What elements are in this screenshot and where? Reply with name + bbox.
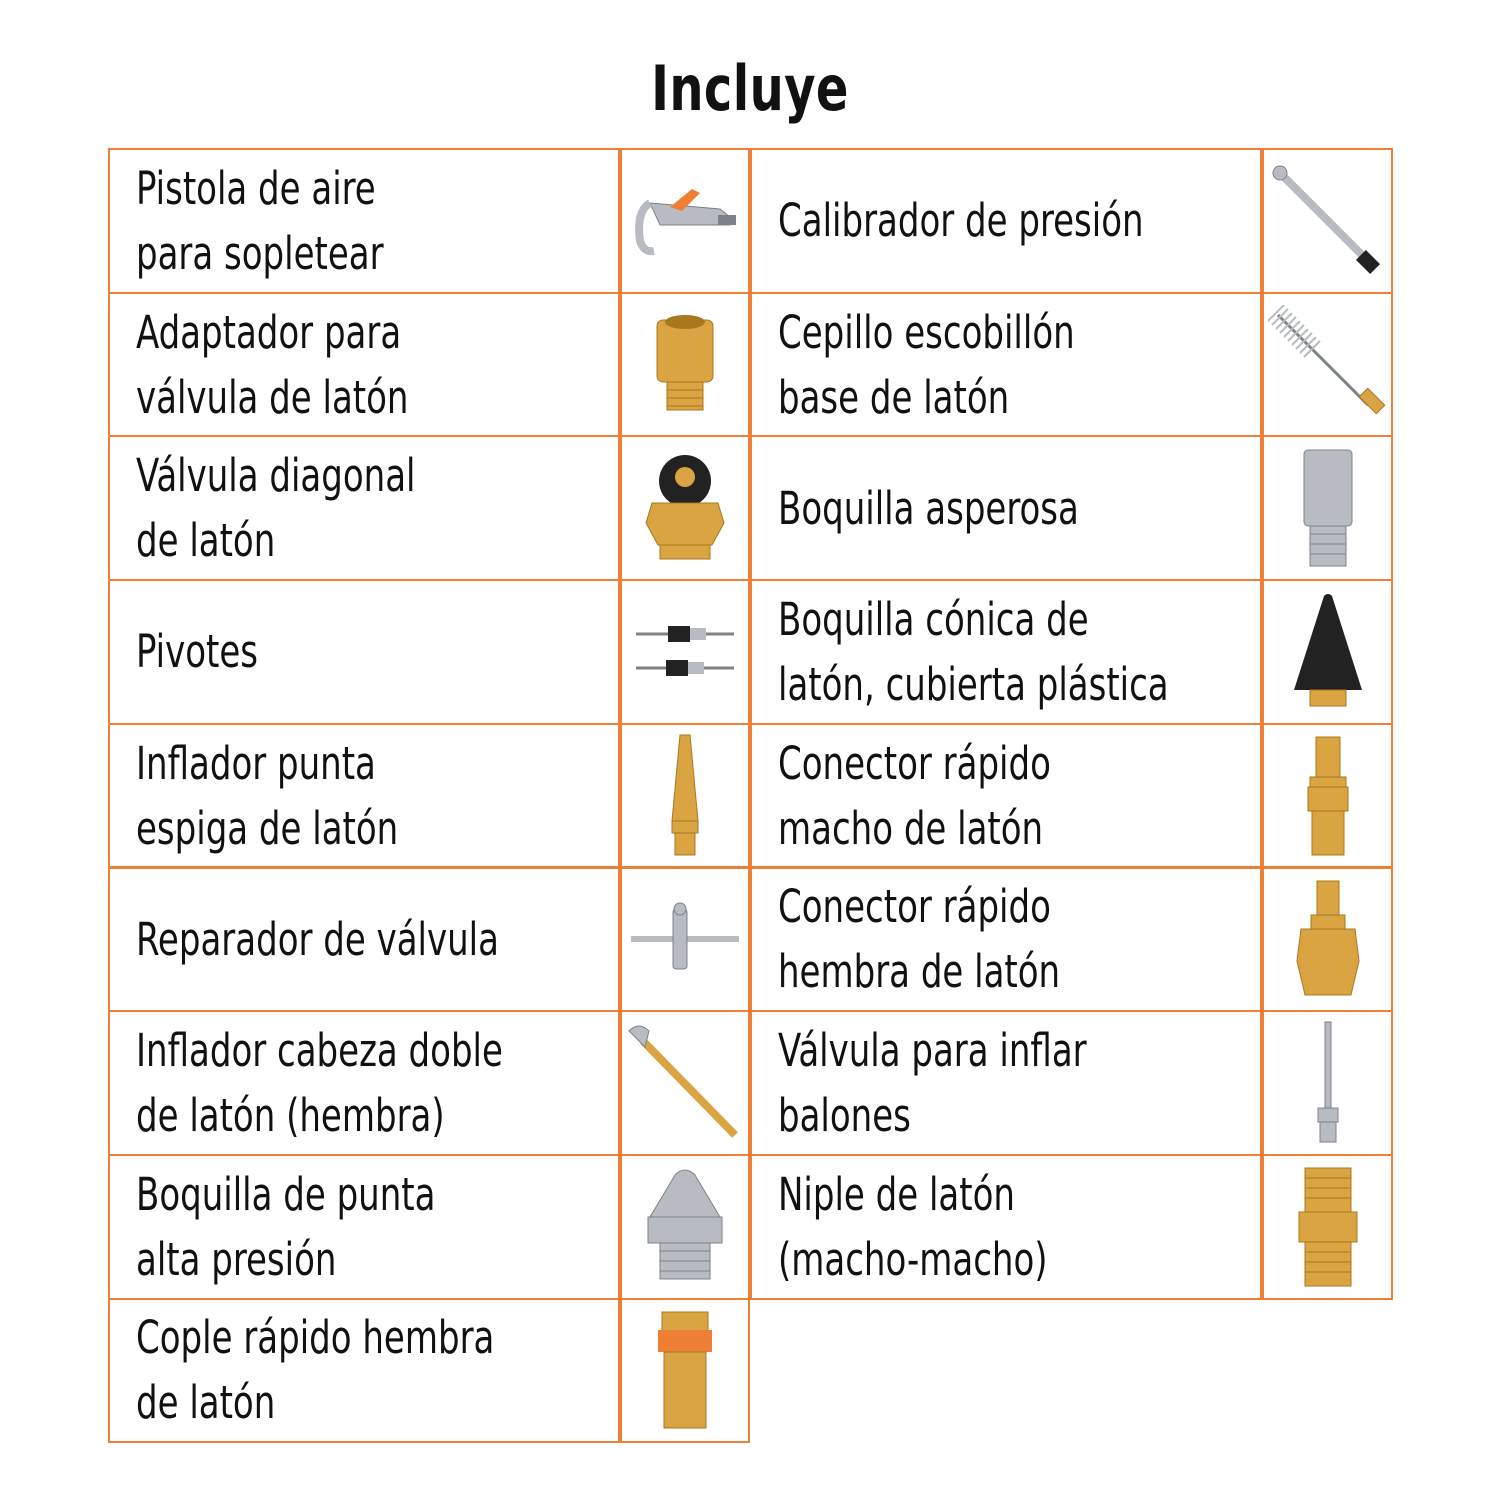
left-item-label-cell [108, 1298, 620, 1444]
right-item-label-cell [750, 1010, 1262, 1156]
grease-fitting-icon [640, 1167, 730, 1287]
item-label: Cople rápido hembra de latón [136, 1311, 495, 1430]
right-item-label-cell [750, 579, 1262, 725]
brass-nipple-icon [1293, 1164, 1363, 1290]
left-item-label-cell [108, 579, 620, 725]
left-item-image-cell [620, 1298, 750, 1444]
right-item-image-cell [1262, 867, 1393, 1013]
item-label: Inflador cabeza doble de latón (hembra) [136, 1024, 503, 1143]
right-item-image-cell [1262, 435, 1393, 581]
right-item-image-cell [1262, 1010, 1393, 1156]
item-label: Calibrador de presión [778, 194, 1144, 248]
right-item-image-cell [1262, 292, 1393, 438]
left-item-label-cell [108, 723, 620, 869]
left-item-image-cell [620, 435, 750, 581]
item-label: Niple de latón (macho-macho) [778, 1167, 1048, 1286]
left-item-image-cell [620, 1154, 750, 1300]
right-item-image-cell [1262, 579, 1393, 725]
item-label: Pistola de aire para sopletear [136, 161, 384, 280]
item-label: Cepillo escobillón base de latón [778, 305, 1075, 424]
pressure-gauge-icon [1268, 161, 1388, 281]
left-item-image-cell [620, 148, 750, 294]
brass-diagonal-valve-icon [640, 453, 730, 563]
left-item-image-cell [620, 723, 750, 869]
left-item-label-cell [108, 1154, 620, 1300]
right-item-label-cell [750, 723, 1262, 869]
air-blow-gun-icon [630, 181, 740, 261]
dual-head-chuck-icon [625, 1023, 745, 1143]
brass-valve-adapter-icon [645, 310, 725, 420]
item-label: Válvula para inflar balones [778, 1024, 1087, 1143]
page-title: Incluye [651, 52, 849, 125]
item-label: Inflador punta espiga de latón [136, 736, 399, 855]
item-label: Adaptador para válvula de latón [136, 305, 409, 424]
item-label: Boquilla cónica de latón, cubierta plástica [778, 592, 1169, 711]
left-item-label-cell [108, 292, 620, 438]
female-quick-coupler-icon [650, 1308, 720, 1432]
brass-tapered-nozzle-icon [660, 731, 710, 861]
right-item-label-cell [750, 1154, 1262, 1300]
valve-cores-icon [630, 612, 740, 692]
right-item-image-cell [1262, 723, 1393, 869]
item-label: Conector rápido hembra de latón [778, 880, 1061, 999]
male-quick-connector-icon [1298, 733, 1358, 859]
left-item-label-cell [108, 435, 620, 581]
valve-repair-tool-icon [627, 899, 743, 979]
chrome-nozzle-icon [1298, 446, 1358, 570]
item-label: Boquilla de punta alta presión [136, 1167, 436, 1286]
right-item-image-cell [1262, 148, 1393, 294]
left-item-image-cell [620, 867, 750, 1013]
left-item-label-cell [108, 148, 620, 294]
item-label: Reparador de válvula [136, 912, 499, 966]
left-item-image-cell [620, 579, 750, 725]
right-item-image-cell [1262, 1154, 1393, 1300]
right-item-label-cell [750, 292, 1262, 438]
brush-icon [1268, 305, 1388, 425]
item-label: Válvula diagonal de latón [136, 449, 416, 568]
item-label: Pivotes [136, 625, 259, 679]
item-label: Boquilla asperosa [778, 481, 1079, 535]
right-item-label-cell [750, 148, 1262, 294]
ball-needle-icon [1308, 1018, 1348, 1148]
female-quick-connector-icon [1293, 877, 1363, 1001]
left-item-label-cell [108, 867, 620, 1013]
left-item-image-cell [620, 292, 750, 438]
rubber-tip-nozzle-icon [1288, 592, 1368, 712]
item-label: Conector rápido macho de latón [778, 736, 1051, 855]
left-item-label-cell [108, 1010, 620, 1156]
left-item-image-cell [620, 1010, 750, 1156]
right-item-label-cell [750, 435, 1262, 581]
right-item-label-cell [750, 867, 1262, 1013]
